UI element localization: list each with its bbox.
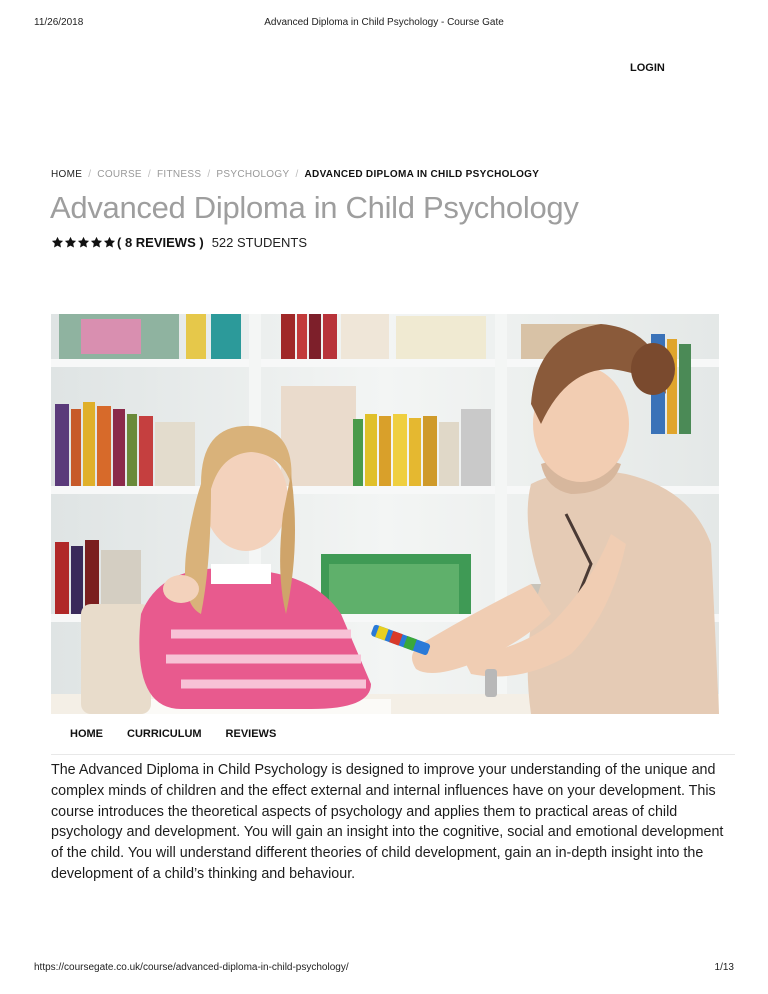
breadcrumb-separator: / bbox=[147, 169, 151, 180]
breadcrumb-separator: / bbox=[88, 169, 92, 180]
course-tabs bbox=[51, 714, 735, 755]
course-title: Advanced Diploma in Child Psychology bbox=[50, 190, 579, 225]
print-header bbox=[0, 17, 768, 31]
course-rating bbox=[51, 233, 307, 251]
reviews-link[interactable]: ( 8 REVIEWS ) bbox=[117, 234, 204, 250]
breadcrumb bbox=[51, 169, 539, 180]
print-footer bbox=[0, 962, 768, 976]
breadcrumb-fitness[interactable]: FITNESS bbox=[156, 169, 202, 180]
tab-reviews[interactable]: REVIEWS bbox=[225, 728, 277, 740]
breadcrumb-course[interactable]: COURSE bbox=[97, 169, 142, 180]
print-date: 11/26/2018 bbox=[34, 17, 84, 28]
login-link[interactable]: LOGIN bbox=[630, 62, 665, 74]
star-icon bbox=[51, 236, 64, 249]
star-icon bbox=[103, 236, 116, 249]
rating-stars bbox=[51, 236, 116, 249]
breadcrumb-separator: / bbox=[207, 169, 211, 180]
page-number: 1/13 bbox=[714, 962, 734, 973]
tab-home[interactable]: HOME bbox=[70, 728, 103, 740]
course-description: The Advanced Diploma in Child Psychology is designed to improve your understanding of the unique and complex minds of children and the effect external and internal influences have on your development. This course introduces the theoretical aspects of psychology and applies them to practical areas of child psychology and development. You will gain an insight into the cognitive, social and emotional development of the child. You will understand different theories of child development, gain an in-depth insight into the development of a child’s thinking and behaviour. bbox=[51, 762, 724, 882]
photo-teacher-and-child-icon bbox=[51, 314, 719, 714]
print-title: Advanced Diploma in Child Psychology - Course Gate bbox=[264, 17, 504, 28]
breadcrumb-separator: / bbox=[295, 169, 299, 180]
course-hero-image bbox=[51, 314, 719, 714]
student-count: 522 STUDENTS bbox=[211, 234, 308, 250]
star-icon bbox=[90, 236, 103, 249]
star-icon bbox=[77, 236, 90, 249]
tab-curriculum[interactable]: CURRICULUM bbox=[127, 728, 202, 740]
star-icon bbox=[64, 236, 77, 249]
breadcrumb-home[interactable]: HOME bbox=[51, 169, 83, 180]
breadcrumb-psychology[interactable]: PSYCHOLOGY bbox=[216, 169, 290, 180]
print-url: https://coursegate.co.uk/course/advanced-diploma-in-child-psychology/ bbox=[34, 962, 349, 973]
breadcrumb-current: ADVANCED DIPLOMA IN CHILD PSYCHOLOGY bbox=[304, 169, 540, 180]
